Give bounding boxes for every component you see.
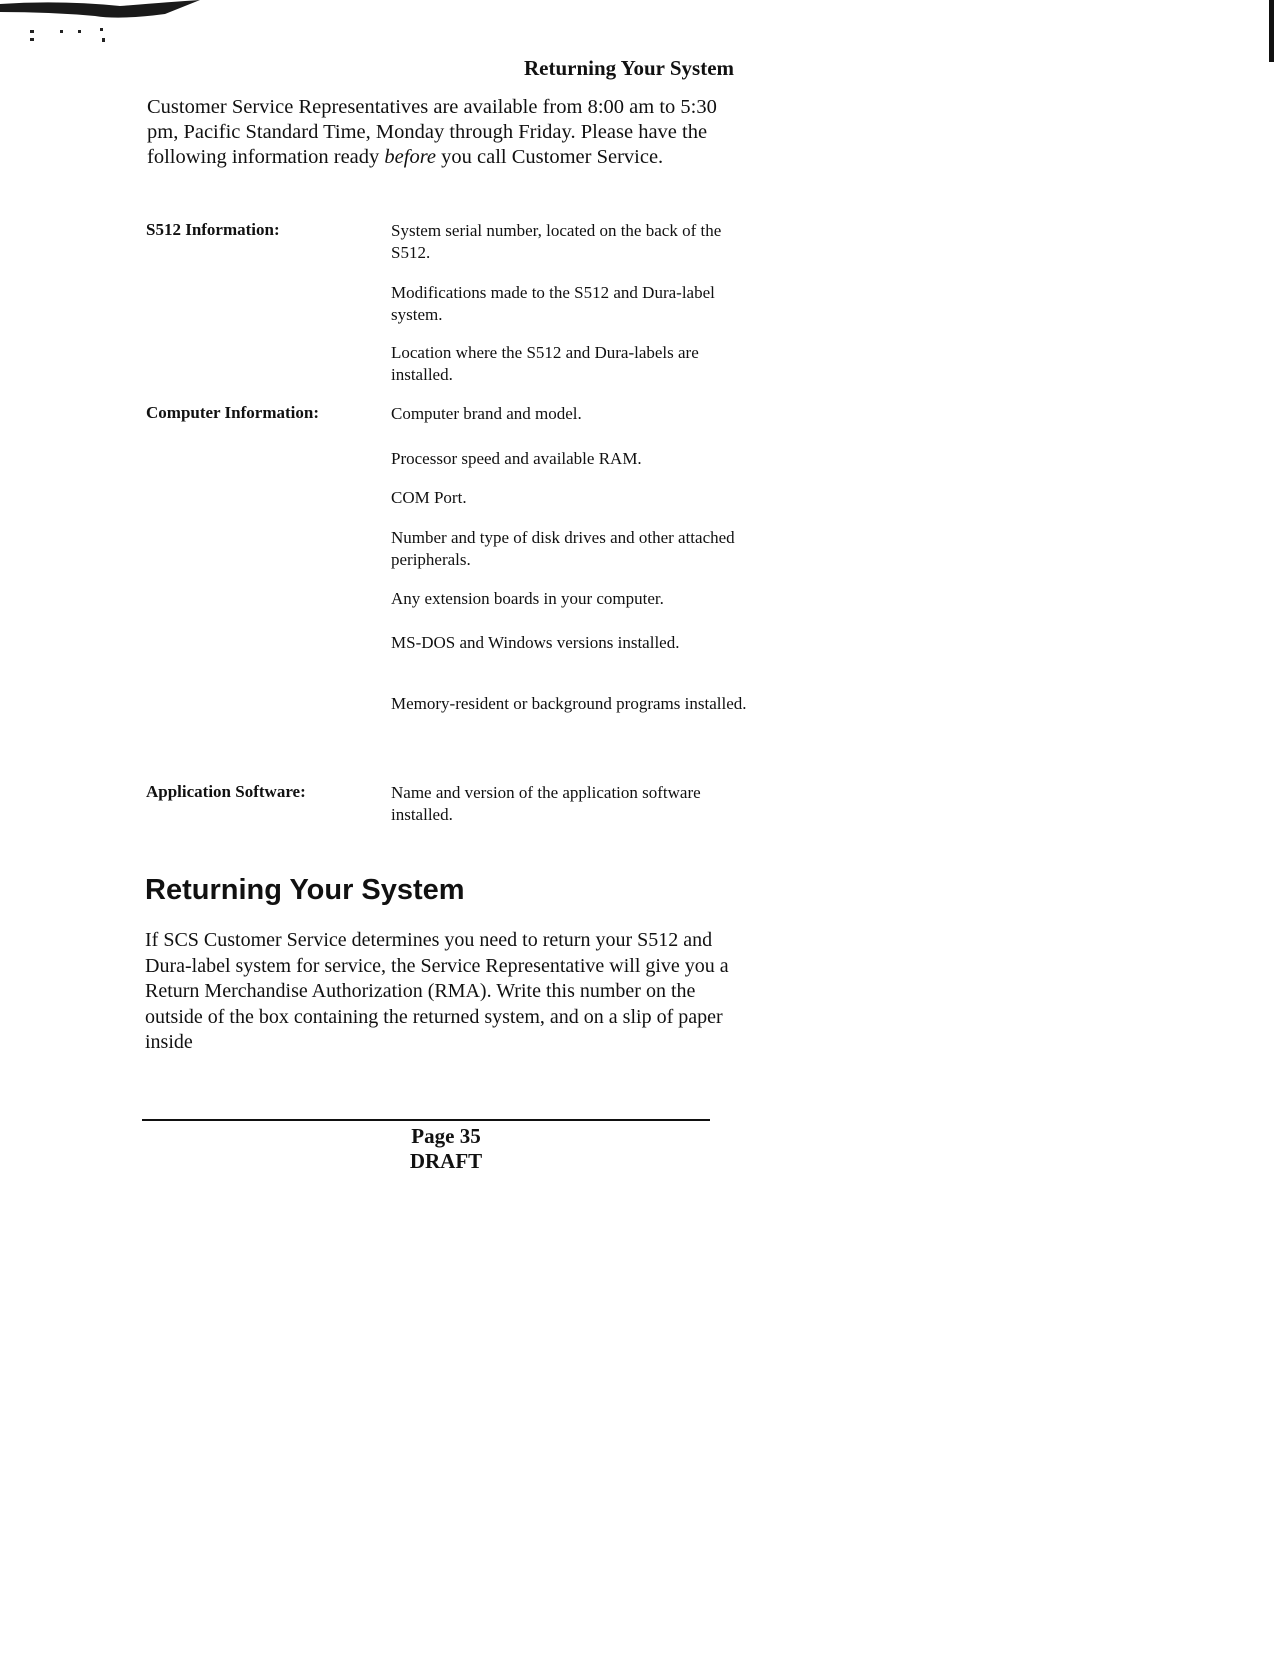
intro-text-end: you call Customer Service. (436, 146, 664, 168)
running-header: Returning Your System (524, 56, 735, 80)
scan-smudge (0, 0, 210, 48)
page-number: Page 35 (411, 1124, 481, 1148)
info-item: Name and version of the application software installed. (391, 783, 701, 824)
intro-text: Customer Service Representatives are available from 8:00 am to 5:30 pm, Pacific Standard Time, Monday through Friday. Please have the following information ready (147, 96, 717, 168)
info-item: Computer brand and model. (391, 404, 582, 423)
info-item: Location where the S512 and Dura-labels are installed. (391, 343, 699, 384)
info-item: Processor speed and available RAM. (391, 449, 642, 468)
info-label: S512 Information: (146, 220, 280, 239)
info-item: MS-DOS and Windows versions installed. (391, 633, 680, 652)
section-heading: Returning Your System (145, 874, 465, 906)
scan-edge (1265, 0, 1275, 70)
info-item: Number and type of disk drives and other attached peripherals. (391, 528, 735, 569)
info-item: Memory-resident or background programs installed. (391, 694, 747, 713)
info-label: Application Software: (146, 782, 306, 801)
info-item: Any extension boards in your computer. (391, 589, 664, 608)
info-item: System serial number, located on the back of the S512. (391, 221, 722, 262)
info-item: COM Port. (391, 488, 467, 507)
return-paragraph: If SCS Customer Service determines you need to return your S512 and Dura-label system for service, the Service Representative will give you a Return Merchandise Authorization (RMA). Write this number on the outside of the box containing the returned system, and on a slip of paper inside (145, 929, 729, 1053)
info-item: Modifications made to the S512 and Dura-label system. (391, 283, 715, 324)
intro-emphasis: before (384, 146, 437, 168)
info-label: Computer Information: (146, 403, 319, 422)
draft-label: DRAFT (409, 1149, 483, 1173)
footer-rule (142, 1119, 710, 1121)
intro-paragraph (147, 95, 747, 170)
